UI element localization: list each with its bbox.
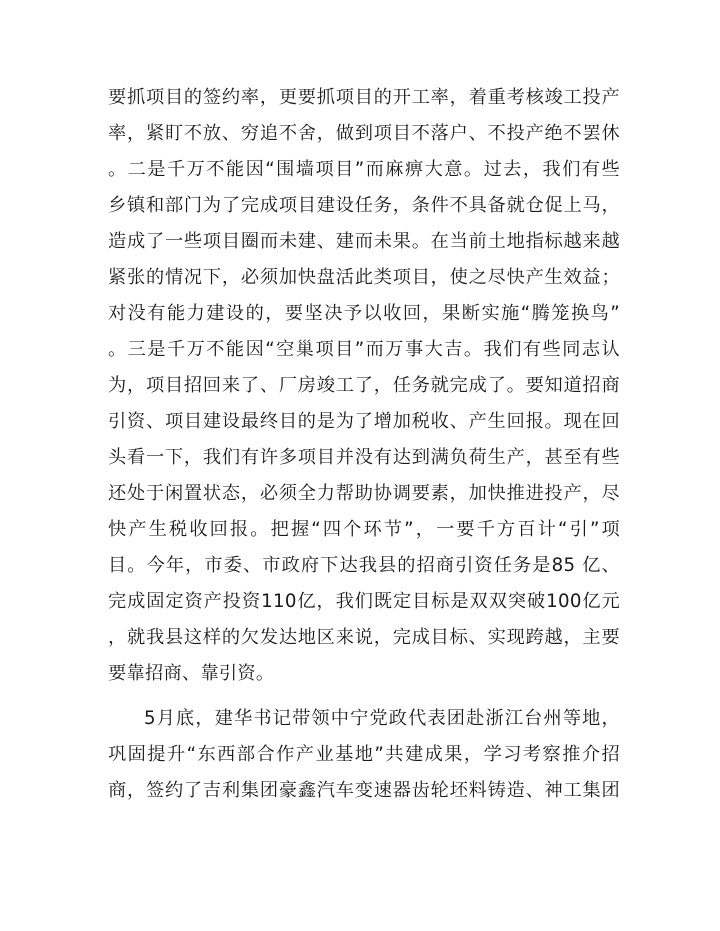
text-line: 商，签约了吉利集团豪鑫汽车变速器齿轮坯料铸造、神工集团 bbox=[108, 780, 620, 801]
text-line: ，就我县这样的欠发达地区来说，完成目标、实现跨越，主要 bbox=[108, 627, 620, 648]
text-line: 目。今年，市委、市政府下达我县的招商引资任务是85 亿、 bbox=[108, 555, 620, 576]
text-line: 要抓项目的签约率，更要抓项目的开工率，着重考核竣工投产 bbox=[108, 87, 620, 108]
text-line: 对没有能力建设的，要坚决予以收回，果断实施“腾笼换鸟” bbox=[108, 303, 620, 324]
text-line: 快产生税收回报。把握“四个环节”，一要千方百计“引”项 bbox=[108, 519, 620, 540]
text-line: 。三是千万不能因“空巢项目”而万事大吉。我们有些同志认 bbox=[108, 339, 620, 360]
text-line: 率，紧盯不放、穷追不舍，做到项目不落户、不投产绝不罢休 bbox=[108, 123, 620, 144]
text-line: 造成了一些项目圈而未建、建而未果。在当前土地指标越来越 bbox=[108, 231, 620, 252]
text-line: 乡镇和部门为了完成项目建设任务，条件不具备就仓促上马， bbox=[108, 195, 620, 216]
text-line: 还处于闲置状态，必须全力帮助协调要素，加快推进投产，尽 bbox=[108, 483, 620, 504]
text-line: 要靠招商、靠引资。 bbox=[108, 663, 275, 684]
text-line: 5月底，建华书记带领中宁党政代表团赴浙江台州等地， bbox=[144, 708, 620, 729]
text-line: 头看一下，我们有许多项目并没有达到满负荷生产，甚至有些 bbox=[108, 447, 620, 468]
text-line: 巩固提升“东西部合作产业基地”共建成果，学习考察推介招 bbox=[108, 744, 620, 765]
text-line: 完成固定资产投资110亿，我们既定目标是双双突破100亿元 bbox=[108, 591, 620, 612]
text-line: 引资、项目建设最终目的是为了增加税收、产生回报。现在回 bbox=[108, 411, 620, 432]
text-line: 。二是千万不能因“围墙项目”而麻痹大意。过去，我们有些 bbox=[108, 159, 620, 180]
text-line: 为，项目招回来了、厂房竣工了，任务就完成了。要知道招商 bbox=[108, 375, 620, 396]
text-line: 紧张的情况下，必须加快盘活此类项目，使之尽快产生效益； bbox=[108, 267, 620, 288]
